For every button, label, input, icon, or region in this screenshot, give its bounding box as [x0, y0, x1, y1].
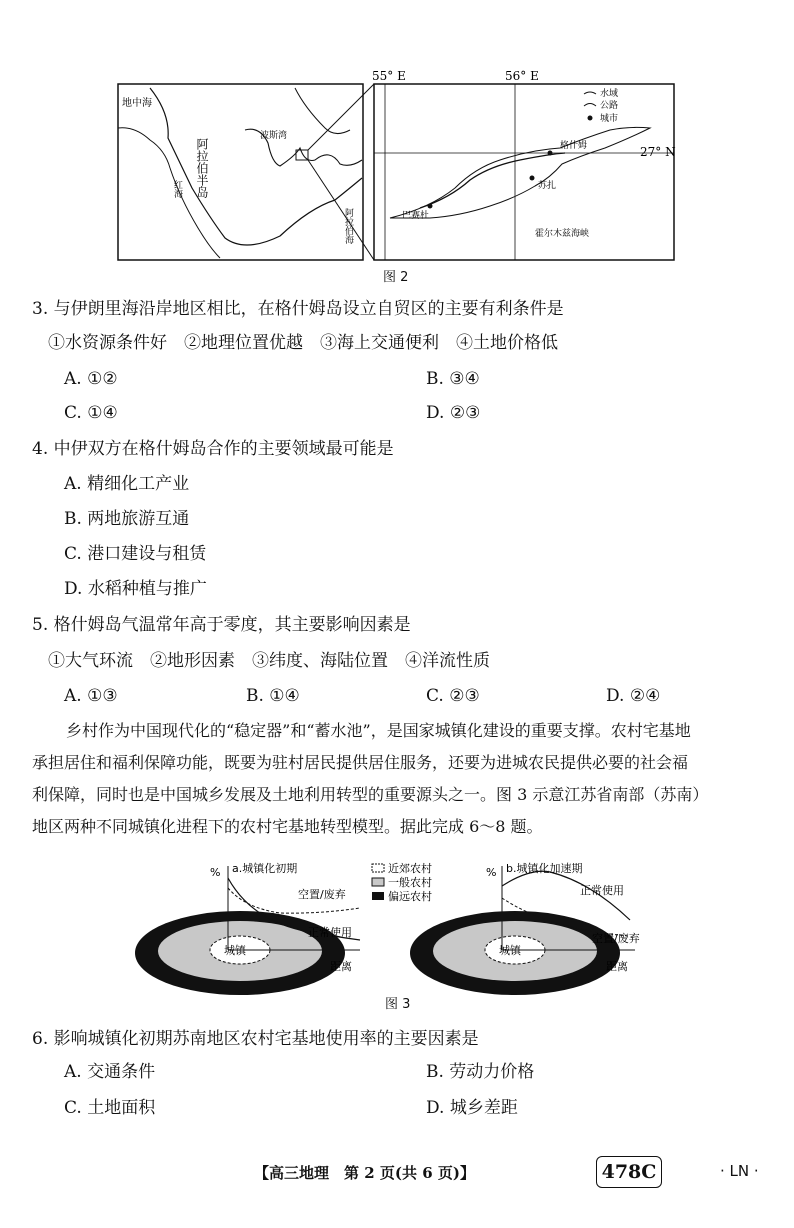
legend-city: 城市	[600, 114, 619, 124]
q4-option-b[interactable]: B. 两地旅游互通	[64, 509, 190, 529]
legend-remote: 偏远农村	[388, 890, 432, 903]
q6-option-d[interactable]: D. 城乡差距	[426, 1098, 518, 1118]
passage-line: 利保障，同时也是中国城乡发展及土地利用转型的重要源头之一。图 3 示意江苏省南部（苏南）	[32, 785, 709, 804]
legend-water: 水域	[600, 89, 619, 99]
passage-line: 乡村作为中国现代化的“稳定器”和“蓄水池”，是国家城镇化建设的重要支撑。农村宅基地	[66, 721, 691, 740]
q5-option-d[interactable]: D. ②④	[606, 686, 661, 706]
panel-a-center: 城镇	[224, 944, 246, 957]
panel-a-y: %	[210, 866, 221, 879]
q4-option-a[interactable]: A. 精细化工产业	[64, 474, 190, 494]
q3-option-a[interactable]: A. ①②	[64, 369, 118, 389]
passage-line: 承担居住和福利保障功能，既要为驻村居民提供居住服务，还要为进城农民提供必要的社会福	[32, 753, 689, 772]
figure-3-caption: 图 3	[385, 997, 411, 1012]
lon-55e: 55° E	[372, 69, 406, 83]
footer-mark: · LN ·	[720, 1162, 759, 1180]
panel-b-normal: 正常使用	[580, 884, 624, 897]
q6-option-b[interactable]: B. 劳动力价格	[426, 1062, 535, 1082]
city-qeshm: 格什姆	[560, 141, 588, 151]
legend-suburban: 近郊农村	[388, 862, 432, 875]
legend-general: 一般农村	[388, 876, 432, 889]
panel-b-x: 距离	[606, 960, 628, 973]
label-mediterranean: 地中海	[122, 98, 152, 109]
q6-stem: 6. 影响城镇化初期苏南地区农村宅基地使用率的主要因素是	[32, 1029, 479, 1049]
q3-items: ①水资源条件好 ②地理位置优越 ③海上交通便利 ④土地价格低	[48, 333, 558, 353]
panel-b-title: b.城镇化加速期	[506, 862, 583, 875]
q5-stem: 5. 格什姆岛气温常年高于零度，其主要影响因素是	[32, 615, 411, 635]
label-red-sea: 红海	[172, 180, 182, 198]
label-arabian-sea: 阿拉伯海	[343, 208, 353, 244]
figure-2-maps	[110, 68, 680, 268]
passage-line: 地区两种不同城镇化进程下的农村宅基地转型模型。据此完成 6～8 题。	[32, 817, 543, 836]
label-persian-gulf: 波斯湾	[260, 131, 288, 141]
panel-a-title: a.城镇化初期	[232, 862, 298, 875]
lon-56e: 56° E	[505, 69, 539, 83]
q3-stem: 3. 与伊朗里海沿岸地区相比，在格什姆岛设立自贸区的主要有利条件是	[32, 299, 564, 319]
panel-a-normal: 正常使用	[308, 926, 352, 939]
q4-option-d[interactable]: D. 水稻种植与推广	[64, 579, 207, 599]
q4-option-c[interactable]: C. 港口建设与租赁	[64, 544, 207, 564]
label-arabian-peninsula: 阿拉伯半岛	[195, 138, 209, 198]
label-hormuz: 霍尔木兹海峡	[535, 229, 590, 239]
figure-3-diagram	[130, 858, 650, 998]
panel-b-center: 城镇	[499, 944, 521, 957]
legend-road: 公路	[600, 101, 619, 111]
panel-b-idle: 空置/废弃	[592, 932, 640, 945]
passage	[32, 715, 768, 843]
q5-items: ①大气环流 ②地形因素 ③纬度、海陆位置 ④洋流性质	[48, 651, 490, 671]
q5-option-a[interactable]: A. ①③	[64, 686, 118, 706]
panel-a-idle: 空置/废弃	[298, 888, 346, 901]
lat-27n: 27° N	[640, 145, 676, 159]
q3-option-b[interactable]: B. ③④	[426, 369, 480, 389]
panel-b-y: %	[486, 866, 497, 879]
q6-option-c[interactable]: C. 土地面积	[64, 1098, 156, 1118]
q5-option-c[interactable]: C. ②③	[426, 686, 480, 706]
city-basaidu: 巴赛杜	[402, 211, 430, 221]
exam-code: 478C	[596, 1156, 662, 1188]
page-footer: 【高三地理 第 2 页(共 6 页)】	[254, 1164, 475, 1182]
q3-option-d[interactable]: D. ②③	[426, 403, 481, 423]
panel-a-x: 距离	[330, 960, 352, 973]
q4-stem: 4. 中伊双方在格什姆岛合作的主要领域最可能是	[32, 439, 394, 459]
q3-option-c[interactable]: C. ①④	[64, 403, 118, 423]
q6-option-a[interactable]: A. 交通条件	[64, 1062, 156, 1082]
figure-2-caption: 图 2	[383, 270, 409, 285]
q5-option-b[interactable]: B. ①④	[246, 686, 300, 706]
city-suza: 苏扎	[538, 181, 557, 191]
